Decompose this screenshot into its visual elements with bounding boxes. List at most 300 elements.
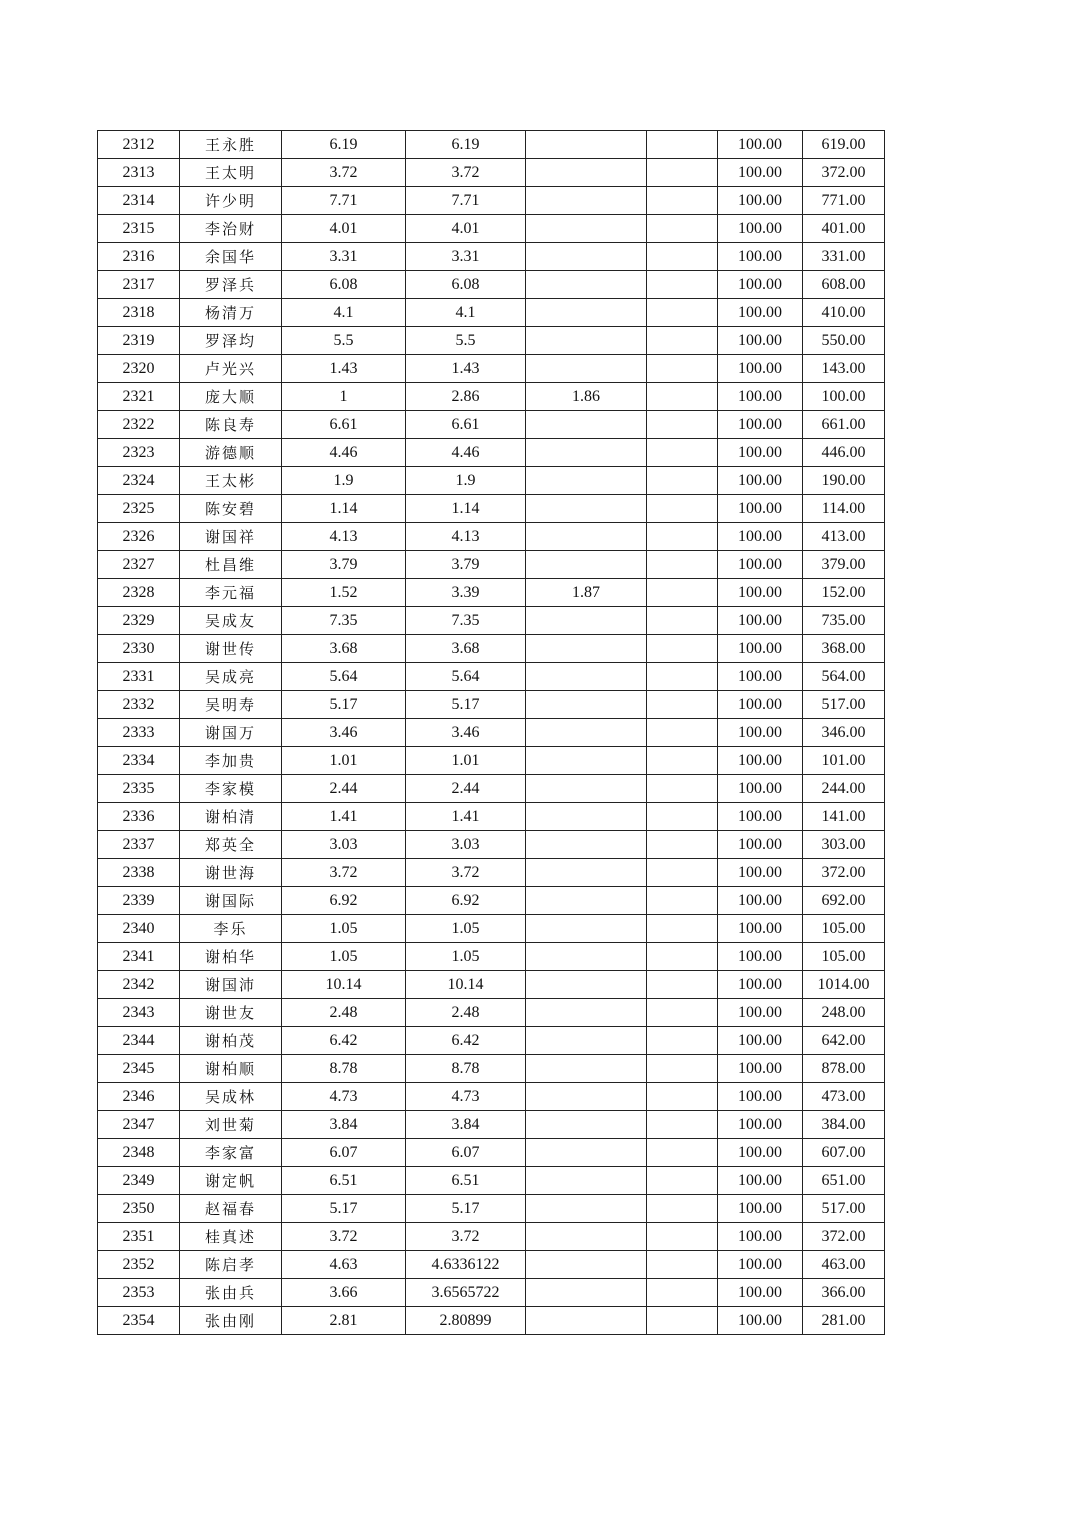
table-row: [98, 383, 885, 411]
cell-name: 谢国沛: [180, 971, 282, 999]
table-row: [98, 943, 885, 971]
cell-value-d: [647, 887, 718, 915]
cell-serial-no: 2339: [98, 887, 180, 915]
cell-name: 谢世海: [180, 859, 282, 887]
cell-value-a: 2.81: [282, 1307, 406, 1335]
data-table: [97, 130, 885, 1335]
cell-serial-no: 2337: [98, 831, 180, 859]
cell-unit-price: 100.00: [718, 327, 803, 355]
cell-value-b: 2.48: [406, 999, 526, 1027]
cell-serial-no: 2335: [98, 775, 180, 803]
cell-serial-no: 2322: [98, 411, 180, 439]
cell-value-b: 1.43: [406, 355, 526, 383]
cell-value-b: 2.44: [406, 775, 526, 803]
cell-value-b: 3.6565722: [406, 1279, 526, 1307]
cell-value-a: 1.01: [282, 747, 406, 775]
table-row: [98, 971, 885, 999]
cell-value-c: [526, 1307, 647, 1335]
table-row: [98, 887, 885, 915]
cell-name: 谢柏茂: [180, 1027, 282, 1055]
table-row: [98, 1195, 885, 1223]
cell-amount: 105.00: [803, 915, 885, 943]
cell-value-b: 6.07: [406, 1139, 526, 1167]
cell-value-d: [647, 747, 718, 775]
cell-serial-no: 2328: [98, 579, 180, 607]
cell-value-a: 3.31: [282, 243, 406, 271]
cell-value-d: [647, 1167, 718, 1195]
cell-value-c: [526, 831, 647, 859]
cell-value-b: 1.05: [406, 943, 526, 971]
cell-amount: 642.00: [803, 1027, 885, 1055]
cell-amount: 446.00: [803, 439, 885, 467]
cell-value-b: 4.46: [406, 439, 526, 467]
cell-unit-price: 100.00: [718, 495, 803, 523]
cell-name: 吴成亮: [180, 663, 282, 691]
cell-amount: 517.00: [803, 1195, 885, 1223]
cell-amount: 152.00: [803, 579, 885, 607]
cell-serial-no: 2312: [98, 131, 180, 159]
table-row: [98, 1279, 885, 1307]
table-row: [98, 831, 885, 859]
cell-unit-price: 100.00: [718, 747, 803, 775]
cell-value-d: [647, 635, 718, 663]
cell-name: 王永胜: [180, 131, 282, 159]
cell-value-c: [526, 271, 647, 299]
cell-value-c: [526, 915, 647, 943]
cell-amount: 661.00: [803, 411, 885, 439]
cell-amount: 372.00: [803, 159, 885, 187]
cell-value-a: 3.72: [282, 159, 406, 187]
table-row: [98, 775, 885, 803]
cell-amount: 608.00: [803, 271, 885, 299]
cell-name: 王太彬: [180, 467, 282, 495]
cell-unit-price: 100.00: [718, 971, 803, 999]
cell-unit-price: 100.00: [718, 1027, 803, 1055]
cell-value-b: 1.9: [406, 467, 526, 495]
table-row: [98, 747, 885, 775]
cell-amount: 141.00: [803, 803, 885, 831]
cell-value-a: 1.41: [282, 803, 406, 831]
cell-serial-no: 2317: [98, 271, 180, 299]
table-row: [98, 1055, 885, 1083]
cell-name: 王太明: [180, 159, 282, 187]
cell-amount: 1014.00: [803, 971, 885, 999]
cell-unit-price: 100.00: [718, 607, 803, 635]
cell-value-b: 5.64: [406, 663, 526, 691]
cell-value-a: 3.72: [282, 1223, 406, 1251]
cell-value-b: 6.08: [406, 271, 526, 299]
cell-value-d: [647, 859, 718, 887]
cell-value-b: 4.1: [406, 299, 526, 327]
cell-amount: 878.00: [803, 1055, 885, 1083]
cell-value-a: 5.64: [282, 663, 406, 691]
cell-value-d: [647, 355, 718, 383]
cell-value-c: [526, 1083, 647, 1111]
cell-value-c: [526, 159, 647, 187]
cell-value-a: 2.44: [282, 775, 406, 803]
cell-value-d: [647, 327, 718, 355]
cell-value-d: [647, 943, 718, 971]
cell-serial-no: 2324: [98, 467, 180, 495]
cell-value-a: 7.35: [282, 607, 406, 635]
cell-value-b: 6.42: [406, 1027, 526, 1055]
cell-value-b: 5.5: [406, 327, 526, 355]
cell-value-c: [526, 1111, 647, 1139]
cell-unit-price: 100.00: [718, 775, 803, 803]
cell-value-c: [526, 187, 647, 215]
cell-value-a: 3.84: [282, 1111, 406, 1139]
cell-name: 李乐: [180, 915, 282, 943]
cell-unit-price: 100.00: [718, 999, 803, 1027]
cell-value-c: [526, 1027, 647, 1055]
cell-value-b: 8.78: [406, 1055, 526, 1083]
cell-value-a: 6.92: [282, 887, 406, 915]
cell-name: 杨清万: [180, 299, 282, 327]
cell-value-d: [647, 831, 718, 859]
cell-amount: 105.00: [803, 943, 885, 971]
cell-unit-price: 100.00: [718, 439, 803, 467]
cell-unit-price: 100.00: [718, 1307, 803, 1335]
cell-value-c: [526, 355, 647, 383]
cell-serial-no: 2321: [98, 383, 180, 411]
cell-name: 吴明寿: [180, 691, 282, 719]
cell-amount: 100.00: [803, 383, 885, 411]
cell-value-b: 7.35: [406, 607, 526, 635]
cell-value-c: [526, 887, 647, 915]
cell-value-d: [647, 971, 718, 999]
cell-serial-no: 2342: [98, 971, 180, 999]
cell-amount: 463.00: [803, 1251, 885, 1279]
cell-value-b: 1.14: [406, 495, 526, 523]
table-row: [98, 1111, 885, 1139]
cell-value-b: 2.80899: [406, 1307, 526, 1335]
table-row: [98, 1251, 885, 1279]
cell-amount: 410.00: [803, 299, 885, 327]
cell-value-d: [647, 1139, 718, 1167]
cell-value-a: 4.73: [282, 1083, 406, 1111]
cell-value-a: 1.05: [282, 943, 406, 971]
cell-name: 谢世传: [180, 635, 282, 663]
table-row: [98, 915, 885, 943]
cell-serial-no: 2318: [98, 299, 180, 327]
cell-value-b: 3.39: [406, 579, 526, 607]
table-row: [98, 607, 885, 635]
table-row: [98, 411, 885, 439]
cell-value-c: [526, 131, 647, 159]
cell-name: 卢光兴: [180, 355, 282, 383]
cell-value-a: 4.13: [282, 523, 406, 551]
cell-value-d: [647, 803, 718, 831]
cell-value-a: 3.79: [282, 551, 406, 579]
cell-amount: 190.00: [803, 467, 885, 495]
cell-value-a: 10.14: [282, 971, 406, 999]
cell-unit-price: 100.00: [718, 1111, 803, 1139]
cell-value-a: 6.51: [282, 1167, 406, 1195]
cell-value-b: 6.92: [406, 887, 526, 915]
cell-amount: 550.00: [803, 327, 885, 355]
cell-serial-no: 2336: [98, 803, 180, 831]
cell-name: 陈启孝: [180, 1251, 282, 1279]
cell-value-c: [526, 299, 647, 327]
cell-value-d: [647, 1279, 718, 1307]
cell-value-a: 3.72: [282, 859, 406, 887]
cell-value-a: 5.17: [282, 691, 406, 719]
cell-name: 谢国际: [180, 887, 282, 915]
cell-value-a: 3.66: [282, 1279, 406, 1307]
cell-value-b: 2.86: [406, 383, 526, 411]
cell-name: 谢柏清: [180, 803, 282, 831]
cell-value-b: 5.17: [406, 691, 526, 719]
cell-value-b: 3.84: [406, 1111, 526, 1139]
cell-serial-no: 2352: [98, 1251, 180, 1279]
table-row: [98, 439, 885, 467]
cell-value-a: 3.68: [282, 635, 406, 663]
cell-unit-price: 100.00: [718, 159, 803, 187]
cell-amount: 281.00: [803, 1307, 885, 1335]
cell-value-d: [647, 719, 718, 747]
cell-value-d: [647, 243, 718, 271]
cell-value-c: [526, 663, 647, 691]
cell-value-b: 1.05: [406, 915, 526, 943]
cell-amount: 372.00: [803, 859, 885, 887]
table-row: [98, 1307, 885, 1335]
cell-value-d: [647, 299, 718, 327]
cell-unit-price: 100.00: [718, 1167, 803, 1195]
cell-amount: 114.00: [803, 495, 885, 523]
cell-unit-price: 100.00: [718, 1139, 803, 1167]
cell-serial-no: 2331: [98, 663, 180, 691]
cell-value-d: [647, 1223, 718, 1251]
cell-amount: 372.00: [803, 1223, 885, 1251]
cell-value-b: 7.71: [406, 187, 526, 215]
cell-value-b: 6.51: [406, 1167, 526, 1195]
cell-value-a: 1.43: [282, 355, 406, 383]
cell-value-b: 5.17: [406, 1195, 526, 1223]
cell-value-c: [526, 607, 647, 635]
cell-name: 陈安碧: [180, 495, 282, 523]
cell-unit-price: 100.00: [718, 1251, 803, 1279]
cell-value-d: [647, 1307, 718, 1335]
cell-value-d: [647, 579, 718, 607]
table-row: [98, 1083, 885, 1111]
cell-value-c: [526, 1279, 647, 1307]
cell-name: 谢定帆: [180, 1167, 282, 1195]
cell-value-a: 7.71: [282, 187, 406, 215]
cell-value-c: [526, 327, 647, 355]
cell-name: 吴成林: [180, 1083, 282, 1111]
cell-value-b: 4.6336122: [406, 1251, 526, 1279]
cell-unit-price: 100.00: [718, 187, 803, 215]
cell-value-a: 3.03: [282, 831, 406, 859]
cell-value-c: [526, 439, 647, 467]
cell-value-d: [647, 1027, 718, 1055]
cell-value-d: [647, 411, 718, 439]
cell-serial-no: 2340: [98, 915, 180, 943]
cell-value-d: [647, 691, 718, 719]
cell-serial-no: 2333: [98, 719, 180, 747]
cell-amount: 651.00: [803, 1167, 885, 1195]
cell-serial-no: 2315: [98, 215, 180, 243]
cell-value-d: [647, 663, 718, 691]
cell-name: 谢柏顺: [180, 1055, 282, 1083]
cell-unit-price: 100.00: [718, 1055, 803, 1083]
cell-name: 庞大顺: [180, 383, 282, 411]
cell-name: 桂真述: [180, 1223, 282, 1251]
cell-amount: 473.00: [803, 1083, 885, 1111]
cell-value-c: [526, 1055, 647, 1083]
table-row: [98, 467, 885, 495]
cell-serial-no: 2350: [98, 1195, 180, 1223]
cell-value-a: 1.14: [282, 495, 406, 523]
cell-name: 谢国祥: [180, 523, 282, 551]
cell-serial-no: 2345: [98, 1055, 180, 1083]
cell-value-d: [647, 467, 718, 495]
cell-value-b: 6.61: [406, 411, 526, 439]
cell-unit-price: 100.00: [718, 1279, 803, 1307]
cell-serial-no: 2319: [98, 327, 180, 355]
cell-value-b: 4.01: [406, 215, 526, 243]
cell-value-c: [526, 523, 647, 551]
cell-value-d: [647, 607, 718, 635]
cell-value-c: [526, 215, 647, 243]
cell-name: 李家模: [180, 775, 282, 803]
table-body: [98, 131, 885, 1335]
cell-amount: 143.00: [803, 355, 885, 383]
cell-value-a: 6.42: [282, 1027, 406, 1055]
table-row: [98, 859, 885, 887]
cell-name: 张由刚: [180, 1307, 282, 1335]
table-row: [98, 159, 885, 187]
cell-value-c: [526, 1167, 647, 1195]
cell-value-a: 6.08: [282, 271, 406, 299]
cell-value-d: [647, 1083, 718, 1111]
table-row: [98, 579, 885, 607]
table-row: [98, 299, 885, 327]
cell-value-c: [526, 691, 647, 719]
table-row: [98, 327, 885, 355]
cell-value-b: 10.14: [406, 971, 526, 999]
cell-value-d: [647, 383, 718, 411]
table-row: [98, 1223, 885, 1251]
cell-value-a: 1.9: [282, 467, 406, 495]
cell-value-c: [526, 775, 647, 803]
cell-value-c: [526, 411, 647, 439]
cell-serial-no: 2329: [98, 607, 180, 635]
table-row: [98, 803, 885, 831]
cell-value-d: [647, 271, 718, 299]
cell-amount: 248.00: [803, 999, 885, 1027]
cell-value-b: 3.72: [406, 859, 526, 887]
cell-unit-price: 100.00: [718, 859, 803, 887]
cell-value-a: 4.46: [282, 439, 406, 467]
cell-value-a: 4.63: [282, 1251, 406, 1279]
cell-value-d: [647, 495, 718, 523]
cell-unit-price: 100.00: [718, 915, 803, 943]
table-row: [98, 663, 885, 691]
cell-unit-price: 100.00: [718, 299, 803, 327]
cell-value-d: [647, 775, 718, 803]
cell-name: 陈良寿: [180, 411, 282, 439]
table-row: [98, 215, 885, 243]
cell-name: 余国华: [180, 243, 282, 271]
cell-unit-price: 100.00: [718, 551, 803, 579]
cell-amount: 413.00: [803, 523, 885, 551]
cell-name: 刘世菊: [180, 1111, 282, 1139]
cell-serial-no: 2316: [98, 243, 180, 271]
cell-serial-no: 2320: [98, 355, 180, 383]
cell-serial-no: 2344: [98, 1027, 180, 1055]
cell-value-d: [647, 999, 718, 1027]
cell-serial-no: 2327: [98, 551, 180, 579]
table-row: [98, 1167, 885, 1195]
cell-name: 谢柏华: [180, 943, 282, 971]
cell-name: 李元福: [180, 579, 282, 607]
cell-serial-no: 2323: [98, 439, 180, 467]
cell-value-a: 1.52: [282, 579, 406, 607]
cell-value-c: [526, 971, 647, 999]
cell-value-d: [647, 159, 718, 187]
cell-amount: 366.00: [803, 1279, 885, 1307]
cell-serial-no: 2330: [98, 635, 180, 663]
cell-serial-no: 2338: [98, 859, 180, 887]
cell-value-b: 3.46: [406, 719, 526, 747]
cell-name: 吴成友: [180, 607, 282, 635]
cell-unit-price: 100.00: [718, 943, 803, 971]
cell-value-c: 1.86: [526, 383, 647, 411]
cell-amount: 303.00: [803, 831, 885, 859]
cell-value-d: [647, 187, 718, 215]
cell-value-a: 6.07: [282, 1139, 406, 1167]
cell-value-a: 5.17: [282, 1195, 406, 1223]
cell-amount: 517.00: [803, 691, 885, 719]
cell-serial-no: 2348: [98, 1139, 180, 1167]
cell-value-d: [647, 1251, 718, 1279]
cell-unit-price: 100.00: [718, 1223, 803, 1251]
cell-value-a: 8.78: [282, 1055, 406, 1083]
cell-name: 谢国万: [180, 719, 282, 747]
table-row: [98, 271, 885, 299]
cell-name: 李家富: [180, 1139, 282, 1167]
cell-value-d: [647, 915, 718, 943]
cell-value-c: [526, 1251, 647, 1279]
cell-serial-no: 2332: [98, 691, 180, 719]
cell-serial-no: 2326: [98, 523, 180, 551]
cell-value-b: 4.73: [406, 1083, 526, 1111]
cell-value-c: [526, 551, 647, 579]
cell-unit-price: 100.00: [718, 131, 803, 159]
cell-serial-no: 2353: [98, 1279, 180, 1307]
cell-value-a: 5.5: [282, 327, 406, 355]
cell-value-a: 4.01: [282, 215, 406, 243]
cell-amount: 384.00: [803, 1111, 885, 1139]
cell-value-c: [526, 803, 647, 831]
table-row: [98, 635, 885, 663]
cell-value-d: [647, 439, 718, 467]
cell-value-c: [526, 719, 647, 747]
cell-name: 谢世友: [180, 999, 282, 1027]
cell-value-c: [526, 747, 647, 775]
cell-serial-no: 2314: [98, 187, 180, 215]
table-row: [98, 495, 885, 523]
cell-serial-no: 2354: [98, 1307, 180, 1335]
cell-value-d: [647, 131, 718, 159]
cell-value-d: [647, 551, 718, 579]
cell-serial-no: 2313: [98, 159, 180, 187]
cell-unit-price: 100.00: [718, 411, 803, 439]
cell-name: 罗泽兵: [180, 271, 282, 299]
table-row: [98, 131, 885, 159]
cell-name: 赵福春: [180, 1195, 282, 1223]
